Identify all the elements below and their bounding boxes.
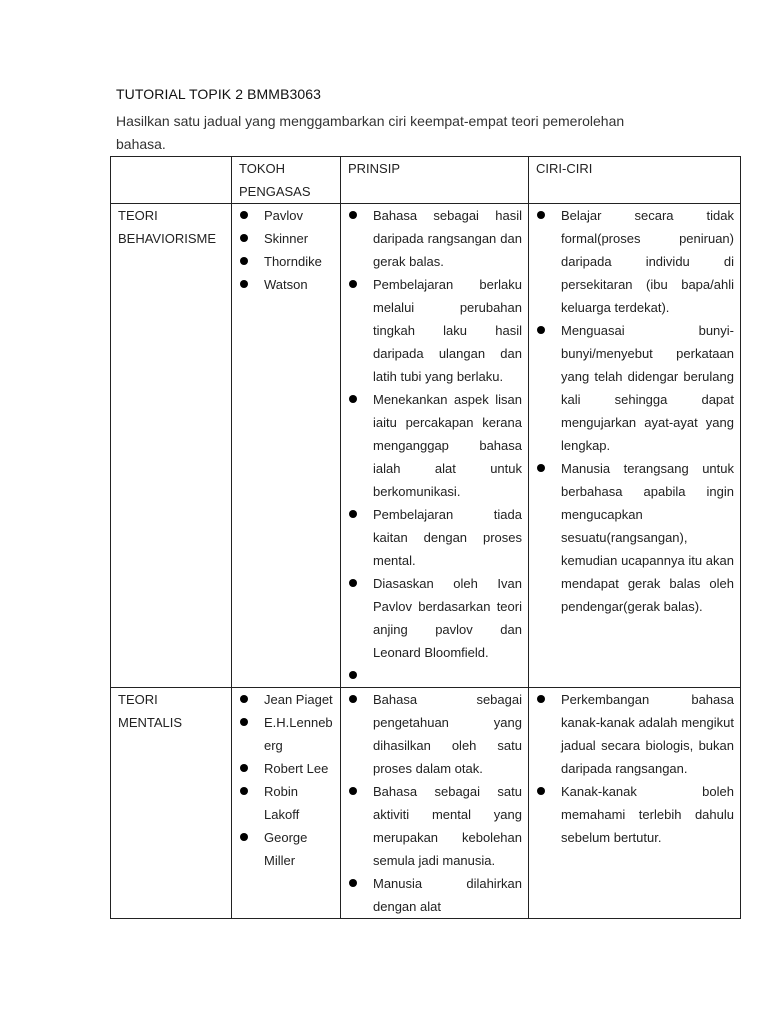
list-item: E.H.Lenneberg: [240, 711, 334, 757]
list-item: Bahasa sebagai satu aktiviti mental yang merupakan kebolehan semula jadi manusia.: [349, 780, 522, 872]
bullet-icon: [537, 326, 545, 334]
list-item: Watson: [240, 273, 334, 296]
header-cell-figures: TOKOH PENGASAS: [232, 157, 341, 204]
bullet-icon: [240, 257, 248, 265]
list-item: Jean Piaget: [240, 688, 334, 711]
theory-name: TEORI MENTALIS: [118, 692, 183, 730]
principles-list: [341, 204, 528, 687]
figures-list: [232, 688, 340, 872]
bullet-icon: [240, 234, 248, 242]
bullet-icon: [240, 280, 248, 288]
list-item: [349, 664, 522, 687]
list-item: Bahasa sebagai pengetahuan yang dihasilkan oleh satu proses dalam otak.: [349, 688, 522, 780]
bullet-icon: [537, 787, 545, 795]
document-question: Hasilkan satu jadual yang menggambarkan ciri keempat-empat teori pemerolehan bahasa.: [116, 113, 625, 152]
header-cell-characteristics: CIRI-CIRI: [529, 157, 741, 204]
list-item: Bahasa sebagai hasil daripada rangsangan dan gerak balas.: [349, 204, 522, 273]
bullet-icon: [349, 579, 357, 587]
bullet-icon: [240, 718, 248, 726]
bullet-icon: [349, 395, 357, 403]
theory-table: [110, 156, 741, 919]
bullet-icon: [537, 211, 545, 219]
figures-cell: [232, 204, 341, 688]
list-item: Menekankan aspek lisan iaitu percakapan kerana menganggap bahasa ialah alat untuk berkomunikasi.: [349, 388, 522, 503]
characteristics-list: [529, 688, 740, 849]
bullet-icon: [240, 787, 248, 795]
figures-cell: [232, 688, 341, 919]
list-item: Pembelajaran tiada kaitan dengan proses mental.: [349, 503, 522, 572]
characteristics-cell: [529, 688, 741, 919]
list-item: Thorndike: [240, 250, 334, 273]
table-row: [111, 688, 741, 919]
list-item: Robin Lakoff: [240, 780, 334, 826]
bullet-icon: [349, 211, 357, 219]
characteristics-cell: [529, 204, 741, 688]
document-title: TUTORIAL TOPIK 2 BMMB3063: [116, 86, 322, 102]
table-header-row: [111, 157, 741, 204]
list-item: Pembelajaran berlaku melalui perubahan tingkah laku hasil daripada ulangan dan latih tubi yang berlaku.: [349, 273, 522, 388]
list-item: Perkembangan bahasa kanak-kanak adalah mengikut jadual secara biologis, bukan daripada rangsangan.: [537, 688, 734, 780]
header-cell-empty: [111, 157, 232, 204]
list-item: Menguasai bunyi-bunyi/menyebut perkataan yang telah didengar berulang kali sehingga dapat mengujarkan ayat-ayat yang lengkap.: [537, 319, 734, 457]
list-item: Kanak-kanak boleh memahami terlebih dahulu sebelum bertutur.: [537, 780, 734, 849]
bullet-icon: [349, 879, 357, 887]
bullet-icon: [349, 510, 357, 518]
table-row: [111, 204, 741, 688]
list-item: Belajar secara tidak formal(proses peniruan) daripada individu di persekitaran (ibu bapa/ahli keluarga terdekat).: [537, 204, 734, 319]
bullet-icon: [349, 695, 357, 703]
list-item: George Miller: [240, 826, 334, 872]
characteristics-list: [529, 204, 740, 618]
list-item: Robert Lee: [240, 757, 334, 780]
principles-cell: [341, 204, 529, 688]
list-item: Manusia dilahirkan dengan alat: [349, 872, 522, 918]
list-item: Skinner: [240, 227, 334, 250]
theory-name: TEORI BEHAVIORISME: [118, 208, 217, 246]
bullet-icon: [349, 671, 357, 679]
bullet-icon: [240, 695, 248, 703]
bullet-icon: [349, 280, 357, 288]
principles-cell: [341, 688, 529, 919]
principles-list: [341, 688, 528, 918]
bullet-icon: [537, 464, 545, 472]
bullet-icon: [240, 211, 248, 219]
header-cell-principles: PRINSIP: [341, 157, 529, 204]
bullet-icon: [349, 787, 357, 795]
figures-list: [232, 204, 340, 296]
theory-cell: [111, 204, 232, 688]
bullet-icon: [537, 695, 545, 703]
bullet-icon: [240, 833, 248, 841]
theory-cell: [111, 688, 232, 919]
list-item: Pavlov: [240, 204, 334, 227]
list-item: Diasaskan oleh Ivan Pavlov berdasarkan teori anjing pavlov dan Leonard Bloomfield.: [349, 572, 522, 664]
list-item: Manusia terangsang untuk berbahasa apabila ingin mengucapkan sesuatu(rangsangan), kemudian ucapannya itu akan mendapat gerak balas oleh pendengar(gerak balas).: [537, 457, 734, 618]
bullet-icon: [240, 764, 248, 772]
